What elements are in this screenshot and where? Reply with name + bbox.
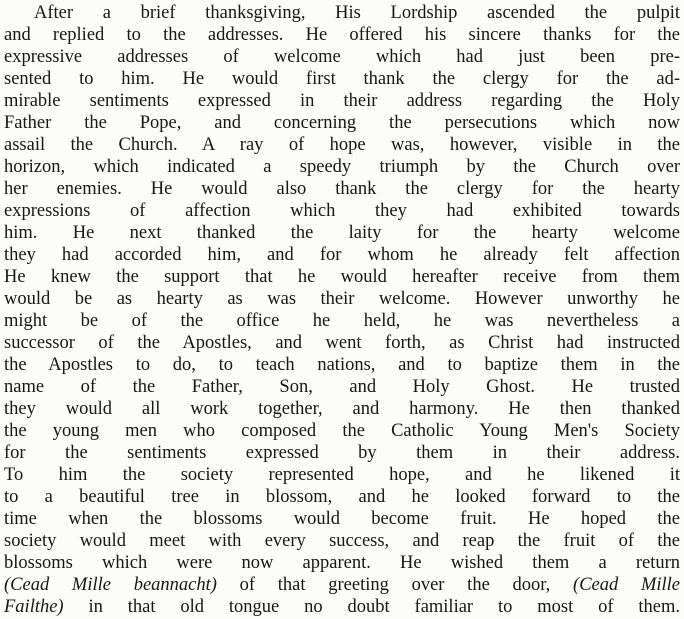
article-line: expressive addresses of welcome which had just been pre- bbox=[4, 47, 680, 67]
article-line: assail the Church. A ray of hope was, however, visible in the bbox=[4, 135, 680, 155]
article-line: him. He next thanked the laity for the hearty welcome bbox=[4, 223, 680, 243]
article-line: for the sentiments expressed by them in their address. bbox=[4, 443, 680, 463]
article-line: the young men who composed the Catholic Young Men's Society bbox=[4, 421, 680, 441]
article-line: they had accorded him, and for whom he already felt affection bbox=[4, 245, 680, 265]
article-line bbox=[4, 574, 680, 596]
article-line: society would meet with every success, and reap the fruit of the bbox=[4, 531, 680, 551]
irish-phrase: (Cead Mille beannacht) bbox=[4, 575, 217, 595]
article-line bbox=[4, 596, 680, 618]
irish-phrase: (Cead Mille bbox=[573, 575, 680, 595]
article-text: of that greeting over the door, bbox=[239, 575, 551, 595]
article-line: Father the Pope, and concerning the persecutions which now bbox=[4, 113, 680, 133]
article-line: the Apostles to do, to teach nations, and to baptize them in the bbox=[4, 355, 680, 375]
article-line: they would all work together, and harmony. He then thanked bbox=[4, 399, 680, 419]
article-line: sented to him. He would first thank the clergy for the ad- bbox=[4, 69, 680, 89]
article-line: her enemies. He would also thank the clergy for the hearty bbox=[4, 179, 680, 199]
article-text: in that old tongue no doubt familiar to most of them. bbox=[88, 597, 680, 617]
article-line: would be as hearty as was their welcome. However unworthy he bbox=[4, 289, 680, 309]
article-line: time when the blossoms would become fruit. He hoped the bbox=[4, 509, 680, 529]
article-line: successor of the Apostles, and went forth, as Christ had instructed bbox=[4, 333, 680, 353]
article-line: He knew the support that he would hereafter receive from them bbox=[4, 267, 680, 287]
article-line: to a beautiful tree in blossom, and he looked forward to the bbox=[4, 487, 680, 507]
article-line: expressions of affection which they had exhibited towards bbox=[4, 201, 680, 221]
irish-phrase: Failthe) bbox=[4, 597, 64, 617]
article-line: horizon, which indicated a speedy triumph by the Church over bbox=[4, 157, 680, 177]
article-line: name of the Father, Son, and Holy Ghost. He trusted bbox=[4, 377, 680, 397]
article-line: and replied to the addresses. He offered his sincere thanks for the bbox=[4, 25, 680, 45]
article-line: To him the society represented hope, and he likened it bbox=[4, 465, 680, 485]
article-line: might be of the office he held, he was nevertheless a bbox=[4, 311, 680, 331]
article-line: After a brief thanksgiving, His Lordship ascended the pulpit bbox=[34, 3, 680, 23]
article-line: mirable sentiments expressed in their address regarding the Holy bbox=[4, 91, 680, 111]
article-line: blossoms which were now apparent. He wished them a return bbox=[4, 553, 680, 573]
